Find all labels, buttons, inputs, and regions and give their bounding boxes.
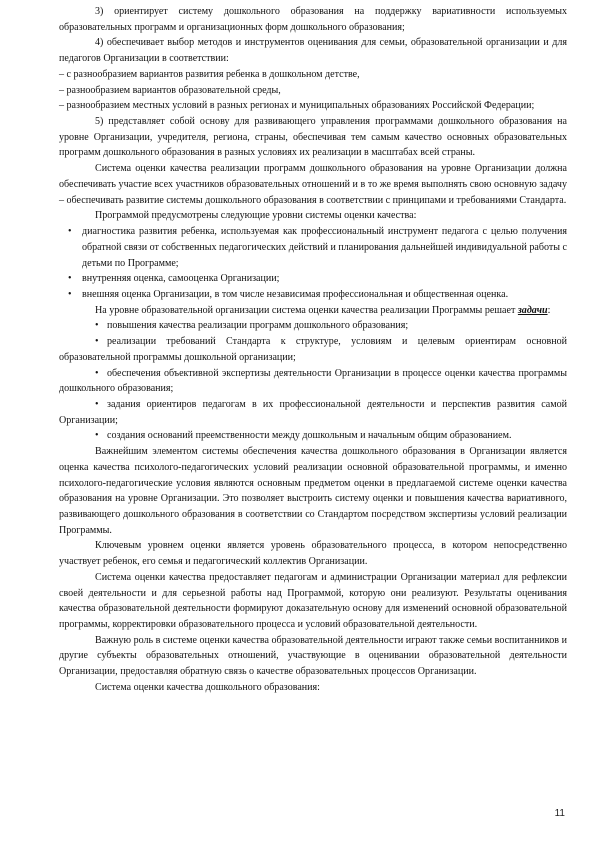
bullet-text: повышения качества реализации программ дошкольного образования; — [107, 320, 409, 332]
bullet-icon: • — [95, 320, 99, 332]
bullet-text: создания оснований преемственности между дошкольным и начальным общим образованием. — [107, 430, 512, 442]
page-number: 11 — [554, 808, 565, 819]
emphasis-suffix: : — [547, 304, 551, 316]
list-dash-item: – разнообразием вариантов образовательной среды, — [59, 84, 281, 96]
bullet-text: диагностика развития ребенка, используемая как профессиональный инструмент педагога с целью получения обратной связи от собственных педагогических действий и планирования дальнейшей индивидуальной работы с детьми по Программе; — [82, 226, 567, 269]
bullet-item — [59, 318, 567, 334]
bullet-item — [59, 271, 567, 287]
bullet-item — [59, 397, 567, 428]
list-dash-item: – разнообразием местных условий в разных регионах и муниципальных образованиях Российской Федерации; — [59, 100, 535, 112]
bullet-item — [59, 334, 567, 365]
paragraph: 4) обеспечивает выбор методов и инструментов оценивания для семьи, образовательной организации и для педагогов Организации в соответствии: — [59, 37, 567, 65]
bullet-icon: • — [68, 226, 72, 238]
paragraph: Ключевым уровнем оценки является уровень образовательного процесса, в котором непосредственно участвует ребенок, его семья и педагогический коллектив Организации. — [59, 540, 567, 568]
bullet-text: реализации требований Стандарта к структуре, условиям и целевым ориентирам основной образовательной программы дошкольной организации; — [59, 336, 567, 363]
paragraph-text: На уровне образовательной организации система оценки качества реализации Программы решает — [95, 304, 516, 316]
paragraph: 3) ориентирует систему дошкольного образования на поддержку вариативности используемых образовательных программ и организационных форм дошкольного образования; — [59, 6, 567, 33]
bullet-item — [59, 224, 567, 271]
paragraph: Программой предусмотрены следующие уровни системы оценки качества: — [95, 210, 417, 222]
bullet-text: внешняя оценка Организации, в том числе независимая профессиональная и общественная оценка. — [82, 288, 509, 300]
bullet-item — [59, 287, 567, 303]
bullet-icon: • — [95, 430, 99, 442]
page-body — [59, 4, 567, 696]
paragraph: Система оценки качества реализации программ дошкольного образования на уровне Организации должна обеспечивать участие всех участников образовательных отношений и в то же время выполнять свою основную задачу – обеспечивать развитие системы дошкольного образования в соответствии с принципами и требованиями Стандарта. — [59, 163, 567, 206]
bullet-icon: • — [95, 367, 99, 379]
paragraph — [59, 303, 567, 319]
bullet-icon: • — [95, 398, 99, 410]
bullet-icon: • — [68, 288, 72, 300]
paragraph: Важную роль в системе оценки качества образовательной деятельности играют также семьи воспитанников и другие субъекты образовательных отношений, участвующие в оценивании образовательной деятельности Организации, предоставляя обратную связь о качестве образовательных процессов Организации. — [59, 634, 567, 678]
bullet-text: обеспечения объективной экспертизы деятельности Организации в процессе оценки качества программы дошкольного образования; — [59, 367, 567, 395]
paragraph: Важнейшим элементом системы обеспечения качества дошкольного образования в Организации является оценка качества психолого-педагогических условий реализации основной образовательной программы, и именно психолого-педагогические условия являются основным предметом оценки в предлагаемой системе оценки качества образования на уровне Организации. Это позволяет выстроить систему оценки и повышения качества вариативного, развивающего дошкольного образования в соответствии со Стандартом посредством экспертизы условий реализации Программы. — [59, 446, 567, 536]
paragraph: Система оценки качества предоставляет педагогам и администрации Организации материал для рефлексии своей деятельности и для серьезной работы над Программой, которую они реализуют. Результаты оценивания качества образовательной деятельности формируют доказательную основу для изменений основной образовательной программы, корректировки образовательного процесса и условий образовательной деятельности. — [59, 571, 567, 631]
bullet-icon: • — [68, 273, 72, 285]
paragraph: Система оценки качества дошкольного образования: — [95, 681, 320, 693]
emphasis-word: задачи — [517, 304, 548, 316]
bullet-item — [59, 428, 567, 444]
bullet-icon: • — [95, 336, 99, 348]
paragraph: 5) представляет собой основу для развивающего управления программами дошкольного образования на уровне Организации, учредителя, региона, страны, обеспечивая тем самым качество основных образовательных программ дошкольного образования в разных условиях их реализации в масштабах всей страны. — [59, 116, 567, 159]
bullet-item — [59, 366, 567, 397]
list-dash-item: – с разнообразием вариантов развития ребенка в дошкольном детстве, — [59, 68, 360, 80]
bullet-text: внутренняя оценка, самооценка Организации; — [82, 273, 280, 285]
bullet-text: задания ориентиров педагогам в их профессиональной деятельности и перспектив развития самой Организации; — [59, 398, 567, 426]
